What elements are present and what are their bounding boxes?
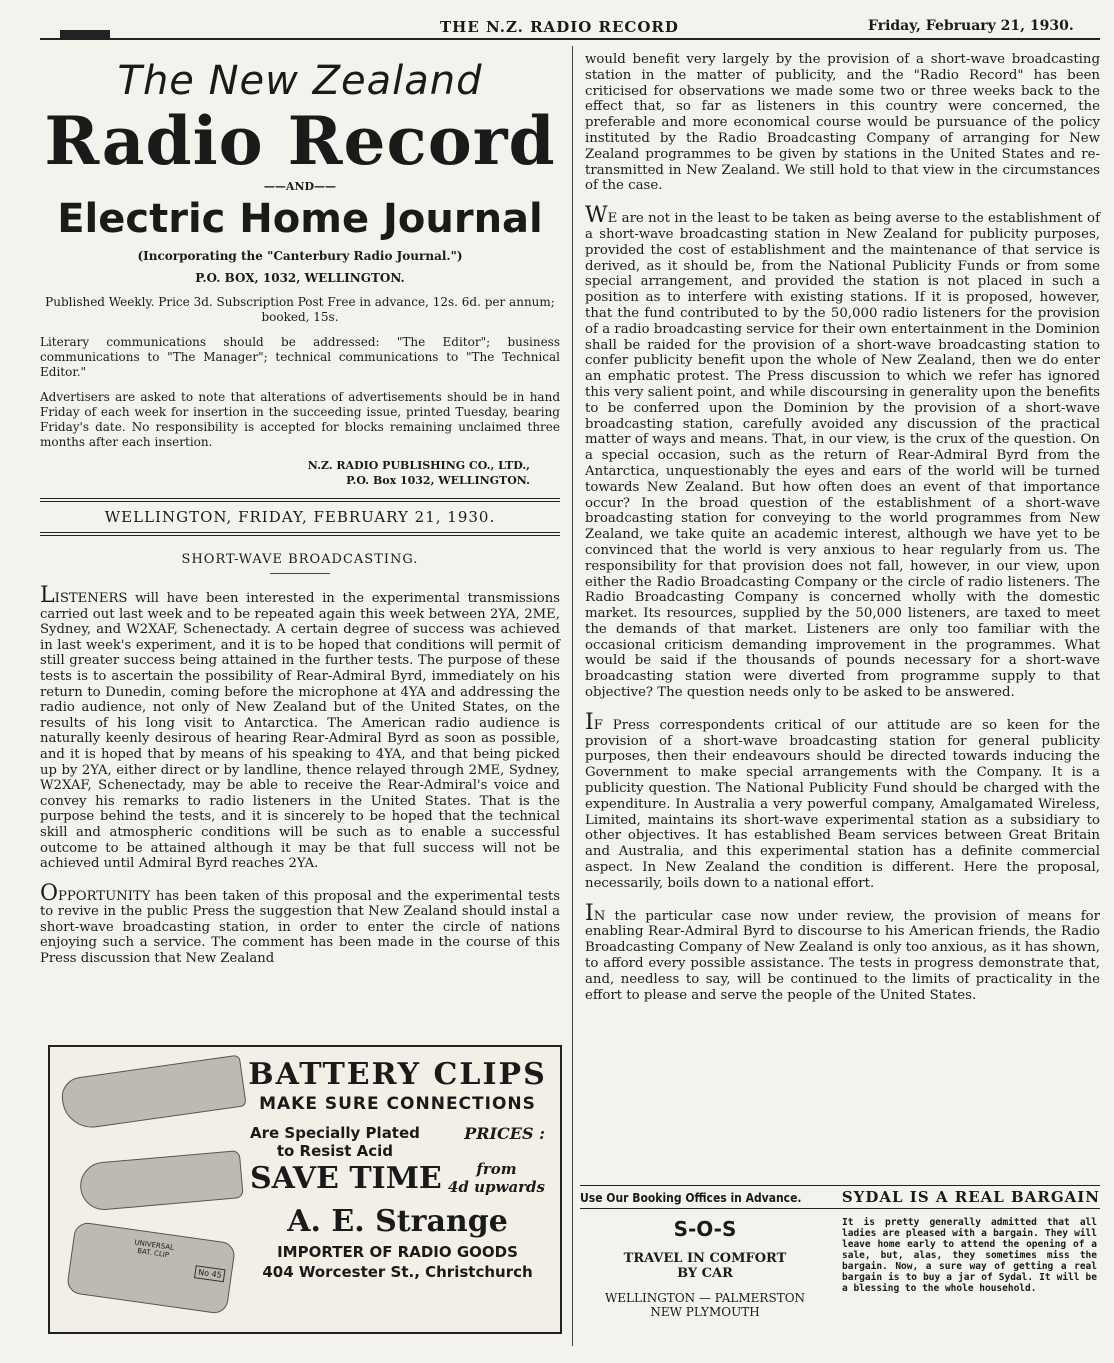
article-paragraph: WE are not in the least to be taken as being averse to the establishment of a short-wave broadcasting station in New Zealand for publicity purposes, provided the cost of establishment and the maintenance of that service is derived, as it should be, from the National Publicity Funds or from some special arrangement, and provided the station is not placed in such a position as to interfere with existing stations. If it is proposed, however, that the fund contributed to by the 50,000 radio listeners for the provision of a radio broadcasting service for their own entertainment in the Dominion shall be raided for the provision of a short-wave broadcasting station to confer publicity benefit upon the whole of New Zealand, then we do enter an emphatic protest. The Press discussion to which we refer has ignored this very salient point, and while discoursing in generality upon the benefits to be conferred upon the Dominion by the provision of a short-wave broadcasting station, carefully avoided any discussion of the practical matter of ways and means. That, in our view, is the crux of the question. On a special occasion, such as the return of Rear-Admiral Byrd from the Antarctica, unquestionably the eyes and ears of the world will be turned towards New Zealand. But how often does an event of that importance occur? In the broad question of the establishment of a short-wave broadcasting station for conveying to the world programmes from New Zealand, we take quite an academic interest, although we have yet to be convinced that the world is very anxious to hear regularly from us. The responsibility for that provision does not fall, however, in our view, upon either the Radio Broadcasting Company or the circle of radio listeners. The Radio Broadcasting Company is concerned wholly with the domestic market. Its resources, supplied by the 50,000 listeners, are taxed to meet the demands of that market. Listeners are only too familiar with the occasional criticism demanding improvement in the programmes. What would be said if the thousands of pounds necessary for a short-wave broadcasting station were diverted from programme supply to that objective? The question needs only to be asked to be answered. <box>585 203 1100 701</box>
article-paragraph: LISTENERS will have been interested in the experimental transmissions carried out last week and to be repeated again this week between 2YA, 2ME, Sydney, and W2XAF, Schenectady. A certain degree of success was achieved in last week's experiment, and it is to be hoped that conditions will permit of still greater success being attained in the further tests. The purpose of these tests is to ascertain the possibility of Rear-Admiral Byrd, immediately on his return to Dunedin, coming before the microphone at 4YA and addressing the radio audience, not only of New Zealand but of the United States, on the results of his long visit to Antarctica. The American radio audience is naturally keenly desirous of hearing Rear-Admiral Byrd as soon as possible, and it is hoped that by means of his speaking to 4YA, and that being picked up by 2YA, either direct or by landline, thence relayed through 2ME, Sydney, W2XAF, Schenectady, may be able to receive the Rear-Admiral's voice and convey his remarks to radio listeners in the United States. That is the purpose behind the tests, and it is sincerely to be hoped that the technical skill and atmospheric conditions will be such as to enable a successful outcome to be attained although it may be that full success will not be achieved until Admiral Byrd reaches 2YA. <box>40 583 560 872</box>
publisher-line1: N.Z. RADIO PUBLISHING CO., LTD., <box>307 459 530 472</box>
sydal-title: SYDAL IS A REAL BARGAIN <box>841 1188 1100 1206</box>
heading-rule <box>270 573 330 574</box>
left-column <box>40 52 560 981</box>
double-rule <box>40 498 560 502</box>
clip-illustration <box>59 1055 246 1132</box>
column-rule <box>572 46 573 1346</box>
sos-route1: WELLINGTON — PALMERSTON <box>604 1291 806 1305</box>
right-column <box>585 52 1100 1017</box>
drop-cap: L <box>40 583 55 608</box>
booking-note: Use Our Booking Offices in Advance. <box>580 1191 802 1205</box>
battery-clips-ad <box>48 1045 562 1334</box>
article-paragraph: IN the particular case now under review, the provision of means for enabling Rear-Admiral Byrd to discourse to his American friends, the Radio Broadcasting Company of New Zealand is only too anxious, as it has shown, to afford every possible assistance. The tests in progress demonstrate that, and, needless to say, will be continued to the limits of practicality in the effort to please and serve the people of the United States. <box>585 900 1100 1003</box>
sos-route2: NEW PLYMOUTH <box>650 1305 760 1319</box>
ad-price-value: 4d upwards <box>447 1178 545 1196</box>
sydal-body: It is pretty generally admitted that all ladies are pleased with a bargain. They will leave home early to attend the opening of a sale, but, alas, they sometimes miss the bargain. Now, a sure way of getting a real bargain is to buy a jar of Sydal. It will be a blessing to the whole household. <box>842 1217 1097 1294</box>
ad-company: A. E. Strange <box>287 1204 508 1239</box>
running-title: THE N.Z. RADIO RECORD <box>440 18 679 36</box>
drop-cap: O <box>40 880 59 906</box>
advertisers-info: Advertisers are asked to note that alterations of advertisements should be in hand Friday of each week for insertion in the succeeding issue, printed Tuesday, bearing Friday's date. No responsibility is accepted for blocks remaining unclaimed three months after each insertion. <box>40 390 560 449</box>
clip-illustration <box>78 1150 244 1212</box>
masthead-subtitle: Electric Home Journal <box>57 196 543 242</box>
masthead-title: Radio Record <box>44 102 556 180</box>
clip-illustration <box>66 1221 236 1315</box>
article-heading: SHORT-WAVE BROADCASTING. <box>181 552 419 567</box>
incorporating-note: (Incorporating the "Canterbury Radio Journal.") <box>137 249 463 263</box>
drop-cap: W <box>585 203 608 229</box>
ad-prices: PRICES : <box>464 1124 545 1143</box>
sos-travel: TRAVEL IN COMFORT BY CAR <box>623 1251 787 1281</box>
double-rule <box>40 532 560 536</box>
clip-number: No 45 <box>194 1265 225 1282</box>
ad-resist: to Resist Acid <box>276 1142 394 1160</box>
ad-importer: IMPORTER OF RADIO GOODS <box>277 1243 518 1261</box>
publisher-line2: P.O. Box 1032, WELLINGTON. <box>346 474 530 487</box>
sos-title: S-O-S <box>673 1217 737 1241</box>
masthead-line1: The New Zealand <box>117 58 483 104</box>
clip-label: UNIVERSAL BAT. CLIP <box>133 1238 175 1260</box>
issue-date: Friday, February 21, 1930. <box>868 18 1074 34</box>
ad-address: 404 Worcester St., Christchurch <box>262 1263 533 1281</box>
ad-from: from <box>476 1160 517 1178</box>
ad-title: BATTERY CLIPS <box>248 1057 547 1092</box>
article-paragraph: would benefit very largely by the provision of a short-wave broadcasting station in the matter of publicity, and the "Radio Record" has been criticised for observations we made some two or three weeks back to the effect that, so far as listeners in this country were concerned, the preferable and more economical course would be pursuance of the policy instituted by the Radio Broadcasting Company of arranging for New Zealand programmes to be given by stations in the United States and re-transmitted in New Zealand. We still hold to that view in the circumstances of the case. <box>585 52 1100 194</box>
article-paragraph: IF Press correspondents critical of our attitude are so keen for the provision of a short-wave broadcasting station for general publicity purposes, then their endeavours should be directed towards inducing the Government to make special arrangements with the Company. It is a publicity question. The National Publicity Fund should be charged with the expenditure. In Australia a very powerful company, Amalgamated Wireless, Limited, maintains its short-wave experimental station as a subsidiary to other objectives. It has established Beam services between Great Britain and Australia, and this experimental station has a definite commercial aspect. In New Zealand the condition is different. Here the proposal, necessarily, boils down to a national effort. <box>585 709 1100 891</box>
article-paragraph: OPPORTUNITY has been taken of this proposal and the experimental tests to revive in the public Press the suggestion that New Zealand should instal a short-wave broadcasting station, in order to enter the circle of nations enjoying such a service. The comment has been made in the course of this Press discussion that New Zealand <box>40 880 560 967</box>
po-box: P.O. BOX, 1032, WELLINGTON. <box>195 271 405 285</box>
drop-cap: I <box>585 709 594 735</box>
drop-cap: I <box>585 900 594 926</box>
dateline: WELLINGTON, FRIDAY, FEBRUARY 21, 1930. <box>104 508 496 526</box>
ad-plated: Are Specially Plated <box>250 1124 420 1142</box>
ad-subtitle: MAKE SURE CONNECTIONS <box>259 1094 536 1114</box>
ad-save-time: SAVE TIME <box>250 1160 442 1196</box>
published-info: Published Weekly. Price 3d. Subscription Post Free in advance, 12s. 6d. per annum; booked, 15s. <box>45 295 555 324</box>
classified-ads <box>580 1185 1100 1345</box>
masthead-and: ——AND—— <box>263 180 337 193</box>
top-rule <box>40 38 1100 40</box>
literary-info: Literary communications should be addressed: "The Editor"; business communications to "The Manager"; technical communications to "The Technical Editor." <box>40 335 560 379</box>
